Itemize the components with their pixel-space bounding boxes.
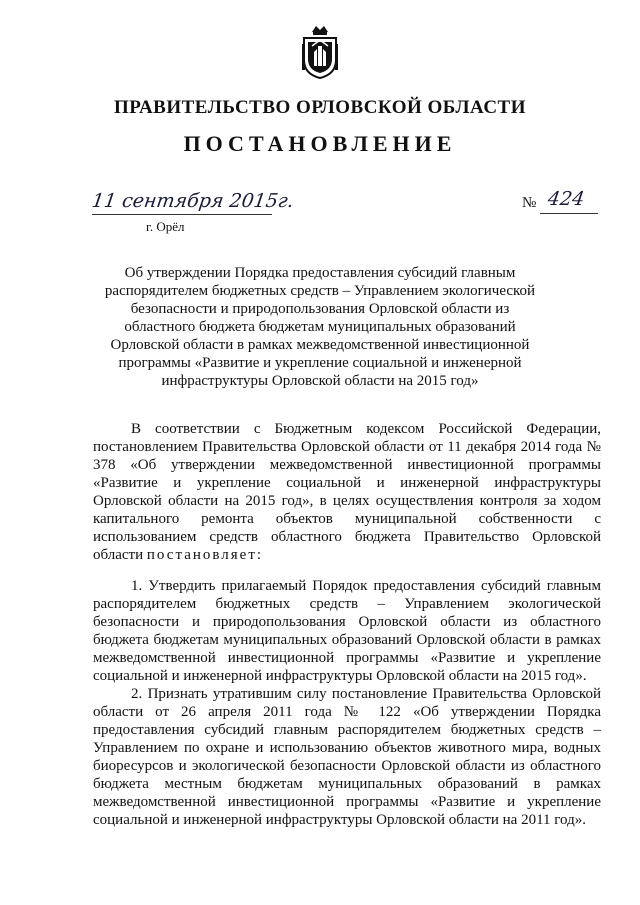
resolves-word: постановляет:: [146, 547, 264, 563]
preamble-paragraph: [93, 420, 601, 564]
document-type: ПОСТАНОВЛЕНИЕ: [183, 131, 457, 156]
government-title: ПРАВИТЕЛЬСТВО ОРЛОВСКОЙ ОБЛАСТИ: [113, 97, 526, 118]
document-subject: Об утверждении Порядка предоставления субсидий главным распорядителем бюджетных средств – Управлением экологической безопасности и природопользования Орловской области из областного бюджета бюджетам муниципальных образований Орловской области в рамках межведомственной инвестиционной программы «Развитие и укрепление социальной и инженерной инфраструктуры Орловской области на 2015 год»: [104, 265, 536, 389]
handwritten-date: 11 сентября 2015г.: [90, 190, 296, 212]
preamble-text: В соответствии с Бюджетным кодексом Российской Федерации, постановлением Правительства Орловской области от 11 декабря 2014 года № 378 «Об утверждении межведомственной инвестиционной программы «Развитие и укрепление социальной и инженерной инфраструктуры Орловской области на 2015 год», в целях осуществления контроля за ходом капитального ремонта объектов муниципальной собственности с использованием средств областного бюджета Правительство Орловской области: [93, 421, 601, 563]
city-label: г. Орёл: [146, 219, 185, 234]
handwritten-number: 424: [546, 188, 586, 210]
date-underline: [92, 214, 272, 215]
coat-of-arms-icon: [298, 22, 342, 80]
document-body: [93, 420, 601, 829]
item-2: 2. Признать утратившим силу постановление Правительства Орловской области от 26 апреля 2011 года № 122 «Об утверждении Порядка предоставления субсидий главным распорядителем бюджетных средств – Управлением по охране и использованию объектов животного мира, водных биоресурсов и экологической безопасности Орловской области из областного бюджета местным бюджетам муниципальных образований в рамках межведомственной инвестиционной программы «Развитие и укрепление социальной и инженерной инфраструктуры Орловской области на 2011 год».: [93, 686, 601, 828]
number-underline: [540, 213, 598, 214]
item-1: 1. Утвердить прилагаемый Порядок предоставления субсидий главным распорядителем бюджетных средств – Управлением экологической безопасности и природопользования Орловской области из областного бюджета бюджетам муниципальных образований Орловской области в рамках межведомственной инвестиционной программы «Развитие и укрепление социальной и инженерной инфраструктуры Орловской области на 2015 год».: [93, 578, 601, 684]
number-label: №: [522, 195, 537, 211]
